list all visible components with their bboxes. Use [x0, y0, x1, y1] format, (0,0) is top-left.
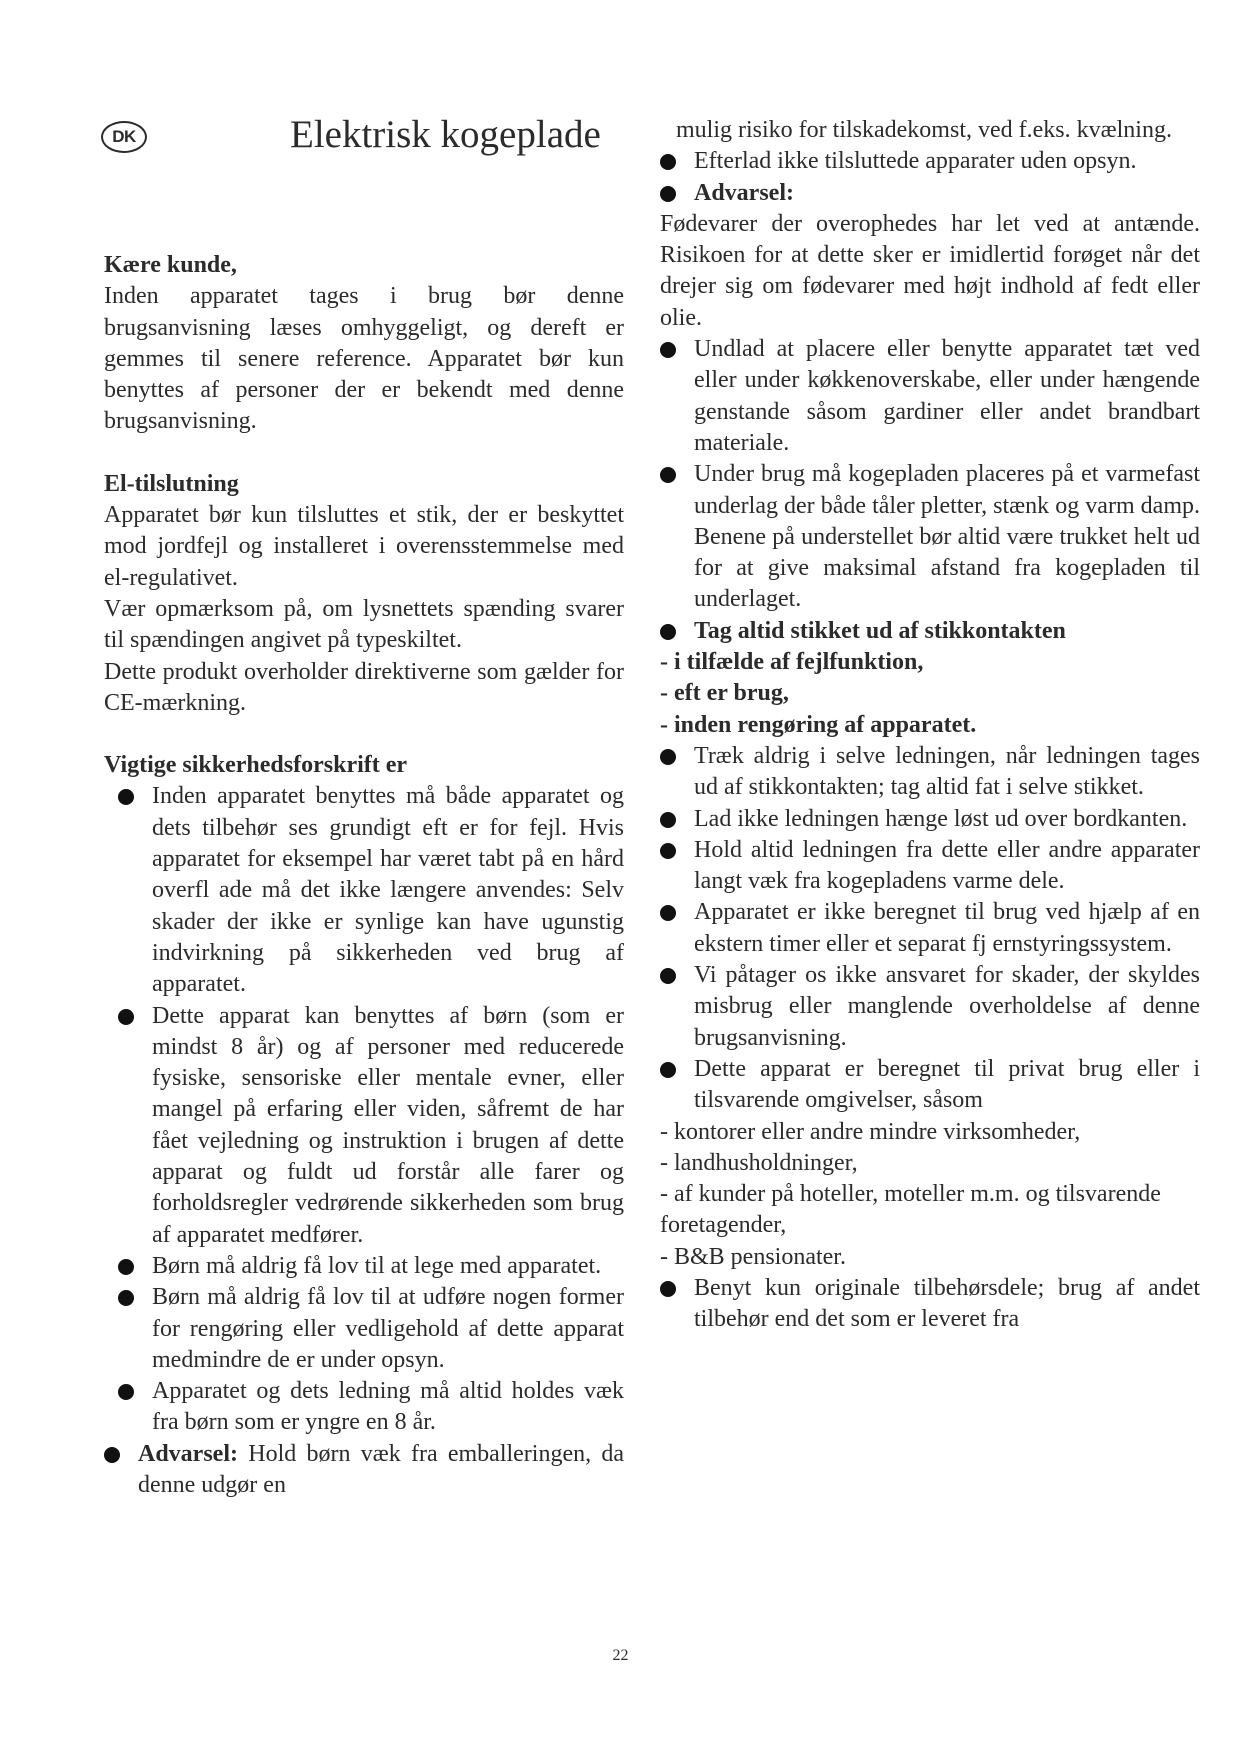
intro-paragraph: Inden apparatet tages i brug bør denne brugsanvisning læses omhyggeligt, og dereft er gemmes til senere reference. Apparatet bør kun benyttes af personer der er bekendt med denne brugsanvisning.: [104, 283, 624, 435]
bullet-icon: [660, 968, 676, 984]
safety-bullet: Børn må aldrig få lov til at udføre nogen former for rengøring eller vedligehold af dette apparat medmindre de er under opsyn.: [118, 1282, 624, 1376]
bullet-icon: [660, 905, 676, 921]
food-warning: [660, 178, 1200, 209]
bullet-icon: [660, 1281, 676, 1297]
unplug-bullet: [660, 616, 1200, 647]
safety-bullet: Apparatet og dets ledning må altid holdes væk fra børn som er yngre en 8 år.: [118, 1376, 624, 1439]
warning-label: Advarsel:: [138, 1440, 238, 1467]
bullet-icon: [660, 812, 676, 828]
el-paragraph-2: Vær opmærksom på, om lysnettets spænding svarer til spændingen angivet på typeskiltet.: [104, 595, 624, 654]
safety-bullet: Børn må aldrig få lov til at lege med apparatet.: [118, 1251, 624, 1282]
warning-text: Hold børn væk fra emballeringen, da denne udgør en: [138, 1440, 625, 1498]
safety-bullet: Dette apparat er beregnet til privat brug eller i tilsvarende omgivelser, såsom: [660, 1054, 1200, 1117]
safety-bullet: Vi påtager os ikke ansvaret for skader, der skyldes misbrug eller manglende overholdelse af denne brugsanvisning.: [660, 960, 1200, 1054]
safety-bullet: Benyt kun originale tilbehørsdele; brug af andet tilbehør end det som er leveret fra: [660, 1273, 1200, 1336]
left-column: [104, 250, 624, 1501]
safety-bullet: Dette apparat kan benyttes af børn (som er mindst 8 år) og af personer med reducerede fysiske, sensoriske eller mentale evner, eller mangel på erfaring eller viden, såfremt de har fået vejledning og instruktion i brugen af dette apparat og fuldt ud forstår alle farer og forholdsregler vedrørende sikkerheden som brug af apparatet medfører.: [118, 1001, 624, 1251]
el-paragraph-3: Dette produkt overholder direktiverne som gælder for CE-mærkning.: [104, 658, 624, 716]
safety-bullet: Lad ikke ledningen hænge løst ud over bordkanten.: [660, 804, 1200, 835]
bullet-icon: [660, 1062, 676, 1078]
el-paragraph-1: Apparatet bør kun tilsluttes et stik, der er beskyttet mod jordfejl og installeret i overensstemmelse med el-regulativet.: [104, 502, 624, 591]
safety-bullet: Efterlad ikke tilsluttede apparater uden opsyn.: [660, 146, 1200, 177]
safety-heading: Vigtige sikkerhedsforskrift er: [104, 752, 408, 779]
usage-item: - landhusholdninger,: [660, 1149, 858, 1176]
unplug-item: - eft er brug,: [660, 680, 789, 707]
bullet-icon: [660, 154, 676, 170]
bullet-icon: [660, 749, 676, 765]
unplug-item: - i tilfælde af fejlfunktion,: [660, 649, 924, 676]
bullet-icon: [660, 624, 676, 640]
unplug-item: - inden rengøring af apparatet.: [660, 711, 977, 738]
unplug-heading: Tag altid stikket ud af stikkontakten: [694, 617, 1066, 644]
bullet-icon: [118, 1384, 134, 1400]
safety-bullet: Apparatet er ikke beregnet til brug ved hjælp af en ekstern timer eller et separat fj ernstyringssystem.: [660, 897, 1200, 960]
safety-bullet: Inden apparatet benyttes må både apparatet og dets tilbehør ses grundigt eft er for fejl. Hvis apparatet for eksempel har været tabt på en hård overfl ade må det ikke længere anvendes: Selv skader der ikke er synlige kan have ugunstig indvirkning på sikkerheden ved brug af apparatet.: [118, 781, 624, 1000]
packaging-warning: [104, 1439, 624, 1502]
bullet-icon: [118, 789, 134, 805]
bullet-icon: [104, 1447, 120, 1463]
el-heading: El-tilslutning: [104, 470, 239, 497]
page-number: 22: [612, 1647, 629, 1664]
bullet-icon: [118, 1009, 134, 1025]
safety-bullet: Hold altid ledningen fra dette eller andre apparater langt væk fra kogepladens varme dele.: [660, 835, 1200, 898]
usage-item: - kontorer eller andre mindre virksomheder,: [660, 1118, 1081, 1145]
bullet-icon: [118, 1290, 134, 1306]
warning-label: Advarsel:: [694, 179, 794, 206]
safety-bullet: Under brug må kogepladen placeres på et varmefast underlag der både tåler pletter, stænk og varm damp. Benene på understellet bør altid være trukket helt ud for at give maksimal afstand fra kogepladen til underlaget.: [660, 459, 1200, 615]
bullet-icon: [660, 186, 676, 202]
language-badge: DK: [101, 121, 147, 153]
bullet-icon: [660, 342, 676, 358]
bullet-icon: [118, 1259, 134, 1275]
bullet-icon: [660, 843, 676, 859]
food-warning-text: Fødevarer der overophedes har let ved at antænde. Risikoen for at dette sker er imidlertid forøget når det drejer sig om fødevarer med højt indhold af fedt eller olie.: [660, 210, 1200, 331]
page-title: Elektrisk kogeplade: [290, 113, 601, 156]
continuation-text: mulig risiko for tilskadekomst, ved f.eks. kvælning.: [676, 117, 1172, 143]
right-column: [660, 115, 1200, 1336]
safety-bullet: Træk aldrig i selve ledningen, når ledningen tages ud af stikkontakten; tag altid fat i selve stikket.: [660, 741, 1200, 804]
safety-bullet: Undlad at placere eller benytte apparatet tæt ved eller under køkkenoverskabe, eller under hængende genstande såsom gardiner eller andet brandbart materiale.: [660, 334, 1200, 459]
bullet-icon: [660, 467, 676, 483]
usage-item: - B&B pensionater.: [660, 1243, 846, 1270]
greeting: Kære kunde,: [104, 252, 237, 278]
usage-item: - af kunder på hoteller, moteller m.m. og tilsvarende foretagender,: [660, 1181, 1161, 1239]
